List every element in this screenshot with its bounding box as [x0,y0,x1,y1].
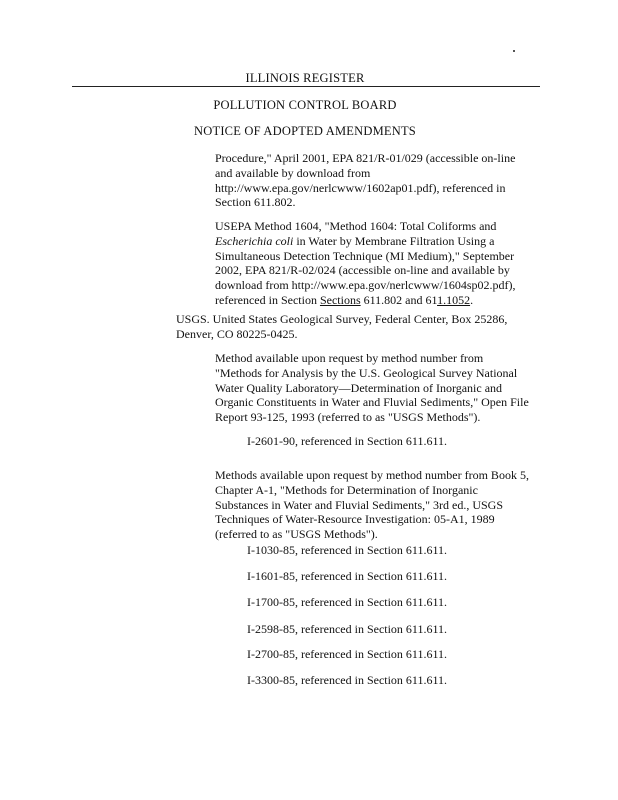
method-reference-item: I-1030-85, referenced in Section 611.611. [247,543,448,557]
method-reference-item: I-2700-85, referenced in Section 611.611. [247,647,448,661]
method-1604-text-c: 611.802 and 61 [360,292,438,307]
method-reference-item: I-2601-90, referenced in Section 611.611. [247,434,448,448]
method-reference-item: I-1601-85, referenced in Section 611.611. [247,569,448,583]
procedure-paragraph: Procedure," April 2001, EPA 821/R-01/029 (accessible on-line and available by download from http://www.epa.gov/nerlcwww/1602ap01.pdf), referenced in Section 611.802. [215,151,516,210]
usepa-method-1604-paragraph [215,219,530,308]
notice-title: NOTICE OF ADOPTED AMENDMENTS [194,124,416,138]
method-reference-item: I-3300-85, referenced in Section 611.611. [247,673,448,687]
method-1604-italic-organism: Escherichia coli [215,233,294,248]
header-rule [72,86,540,87]
inserted-section-number: 1.1052 [437,292,471,307]
method-1604-text-a: USEPA Method 1604, "Method 1604: Total Coliforms and [215,219,497,233]
method-1604-text-b: in Water by Membrane Filtration Using a Simultaneous Detection Technique (MI Medium)," September 2002, EPA 821/R-02/024 (accessible on-line and available by download from http://www.epa.gov/nerlcwww/1604sp02.pdf), referenced in Section [215,233,516,307]
method-reference-item: I-2598-85, referenced in Section 611.611. [247,622,448,636]
method-reference-item: I-1700-85, referenced in Section 611.611. [247,595,448,609]
method-1604-text-d: . [470,292,474,307]
board-title: POLLUTION CONTROL BOARD [213,98,397,112]
scan-speck [513,50,515,52]
usgs-address-paragraph: USGS. United States Geological Survey, Federal Center, Box 25286, Denver, CO 80225-0425. [176,312,508,341]
usgs-book5-paragraph: Methods available upon request by method number from Book 5, Chapter A-1, "Methods for Determination of Inorganic Substances in Water and Fluvial Sediments," 3rd ed., USGS Techniques of Water-Resource Investigation: 05-A1, 1989 (referred to as "USGS Methods"). [215,468,529,542]
usgs-methods-paragraph: Method available upon request by method number from "Methods for Analysis by the U.S. Geological Survey National Water Quality Laboratory—Determination of Inorganic and Organic Constituents in Water and Fluvial Sediments," Open File Report 93-125, 1993 (referred to as "USGS Methods"). [215,351,529,425]
inserted-sections-word: Sections [319,292,361,307]
register-title: ILLINOIS REGISTER [245,71,365,85]
